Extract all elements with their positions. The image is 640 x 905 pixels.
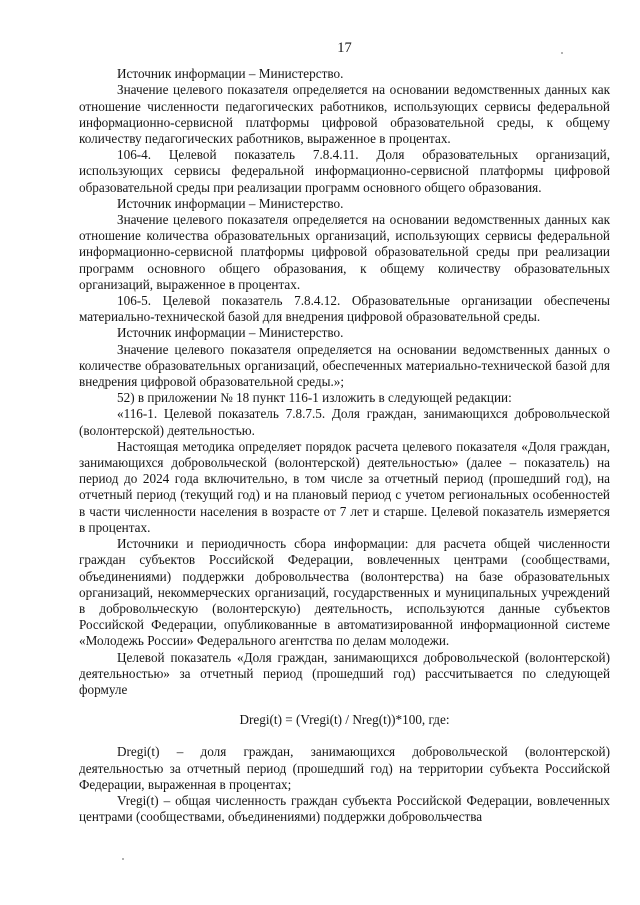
paragraph-value-organizations: Значение целевого показателя определяется на основании ведомственных данных как отношение количества образовательных организаций, использующих сервисы федеральной информационно-сервисной платформы цифровой образовательной среды при реализации программ основного общего образования, к общему количеству образовательных организаций, выраженное в процентах. [79,212,610,292]
formula: Dregi(t) = (Vregi(t) / Nreg(t))*100, где: [239,712,450,728]
paragraph-formula-intro: Целевой показатель «Доля граждан, занимающихся добровольческой (волонтерской) деятельностью» за отчетный период (прошедший год) рассчитывается по следующей формуле [79,649,610,697]
page-number: 17 [337,40,352,56]
paragraph-106-5: 106-5. Целевой показатель 7.8.4.12. Образовательные организации обеспечены материально-технической базой для внедрения цифровой образовательной среды. [79,293,610,325]
paragraph-value-teachers: Значение целевого показателя определяется на основании ведомственных данных как отношение численности педагогических работников, использующих сервисы федеральной информационно-сервисной платформы цифровой образовательной среды, к общему количеству педагогических работников, выраженное в процентах. [79,82,610,147]
paragraph-106-4: 106-4. Целевой показатель 7.8.4.11. Доля образовательных организаций, использующих сервисы федеральной информационно-сервисной платформы цифровой образовательной среды при реализации программ основного общего образования. [79,147,610,195]
scan-speck [122,858,124,860]
definition-dregi: Dregi(t) – доля граждан, занимающихся добровольческой (волонтерской) деятельностью за отчетный период (прошедший год) на территории субъекта Российской Федерации, выраженная в процентах; [79,744,610,792]
paragraph-item-52: 52) в приложении № 18 пункт 116-1 изложить в следующей редакции: [117,390,512,406]
paragraph-source-2: Источник информации – Министерство. [117,195,344,211]
definition-vregi: Vregi(t) – общая численность граждан субъекта Российской Федерации, вовлеченных центрами (сообществами, объединениями) поддержки добровольчества [79,792,610,825]
paragraph-source-1: Источник информации – Министерство. [117,66,344,82]
paragraph-source-3: Источник информации – Министерство. [117,325,344,341]
paragraph-sources: Источники и периодичность сбора информации: для расчета общей численности граждан субъектов Российской Федерации, вовлеченных центрами (сообществами, объединениями) поддержки добровольчества (волонтерства) на базе образовательных организаций, некоммерческих организаций, государственных и муниципальных учреждений в добровольческую (волонтерскую) деятельность, используются данные субъектов Российской Федерации, опубликованные в автоматизированной информационной системе «Молодежь России» Федерального агентства по делам молодежи. [79,536,610,649]
paragraph-value-material-base: Значение целевого показателя определяется на основании ведомственных данных о количестве образовательных организаций, обеспеченных материально-технической базой для внедрения цифровой образовательной среды.»; [79,341,610,390]
paragraph-methodology: Настоящая методика определяет порядок расчета целевого показателя «Доля граждан, занимающихся добровольческой (волонтерской) деятельностью» (далее – показатель) на период до 2024 года включительно, в том числе за отчетный период (прошедший год), на отчетный период (текущий год) и на плановый период с учетом региональных особенностей в части численности населения в возрасте от 7 лет и старше. Целевой показатель измеряется в процентах. [79,438,610,535]
scan-speck [561,52,563,54]
document-page [79,40,610,825]
paragraph-116-1: «116-1. Целевой показатель 7.8.7.5. Доля граждан, занимающихся добровольческой (волонтерской) деятельностью. [79,406,610,438]
